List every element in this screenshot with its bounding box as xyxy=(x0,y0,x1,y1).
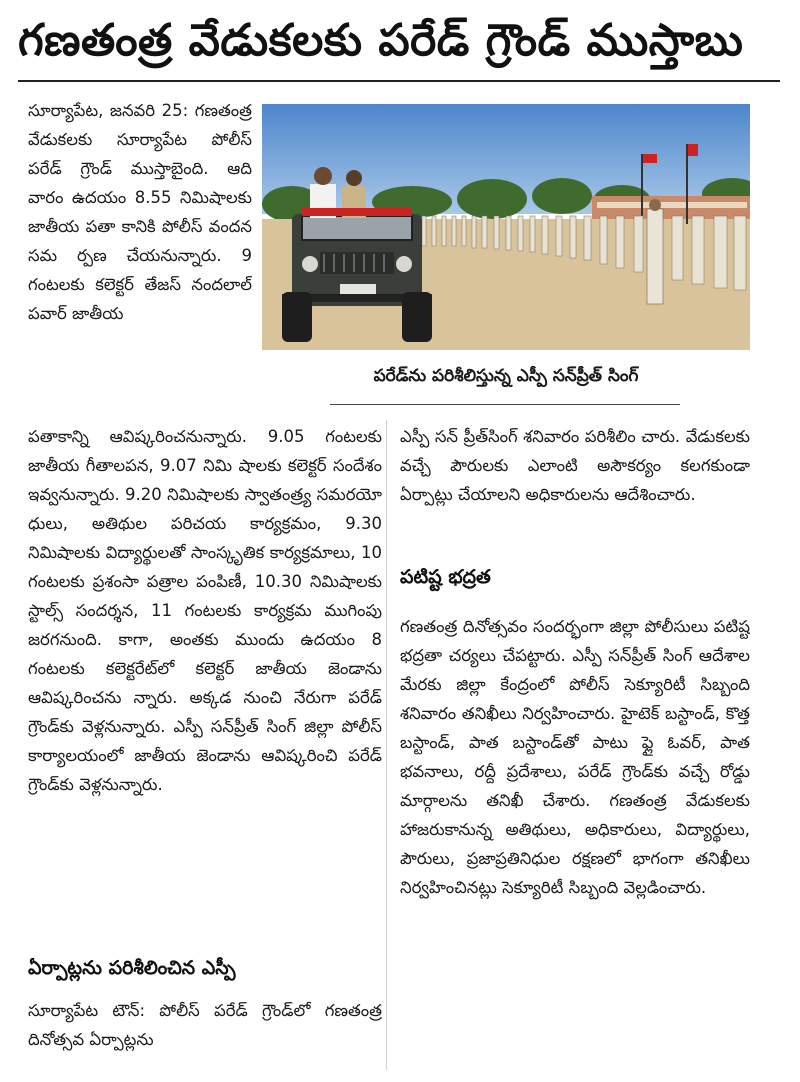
caption-rule xyxy=(330,404,680,405)
subheading-inspection: ఏర్పాట్లను పరిశీలించిన ఎస్పీ xyxy=(28,957,236,979)
parade-photo xyxy=(262,104,750,350)
headline-rule xyxy=(18,80,780,82)
column-divider xyxy=(386,420,387,1070)
security-paragraph: గణతంత్ర దినోత్సవం సందర్భంగా జిల్లా పోలీసులు పటిష్ట భద్రతా చర్యలు చేపట్టారు. ఎస్పీ సన్‌ప్రీత్ సింగ్ ఆదేశాల మేరకు జిల్లా కేంద్రంలో పోలీస్ సెక్యూరిటీ సిబ్బంది శనివారం తనిఖీలు నిర్వహించారు. హైటెక్ బస్టాండ్, కొత్త బస్టాండ్, పాత బస్టాండ్‌తో పాటు ఫ్లై ఓవర్, పాత భవనాలు, రద్దీ ప్రదేశాలు, పరేడ్ గ్రౌండ్‌కు వచ్చే రోడ్డు మార్గాలను తనిఖీ చేశారు. గణతంత్ర వేడుకలకు హాజరుకానున్న అతిథులు, అధికారులు, విద్యార్థులు, పౌరులు, ప్రజాప్రతినిధుల రక్షణలో భాగంగా తనిఖీలు నిర్వహించినట్లు సెక్యూరిటీ సిబ్బంది వెల్లడించారు. xyxy=(400,617,750,897)
inspection-paragraph-start: సూర్యాపేట టౌన్: పోలీస్ పరేడ్ గ్రౌండ్‌లో గణతంత్ర దినోత్సవ ఏర్పాట్లను xyxy=(28,1001,382,1049)
headline: గణతంత్ర వేడుకలకు పరేడ్ గ్రౌండ్ ముస్తాబు xyxy=(18,15,744,66)
subheading-security: పటిష్ట భద్రత xyxy=(400,566,491,588)
lead-paragraph-top: సూర్యాపేట, జనవరి 25: గణతంత్ర వేడుకలకు సూర్యాపేట పోలీస్ పరేడ్ గ్రౌండ్ ముస్తాబైంది. ఆది వారం ఉదయం 8.55 నిమిషాలకు జాతీయ పతా కానికి పోలీస్ వందన సమ ర్పణ చేయనున్నారు. 9 గంటలకు కలెక్టర్ తేజస్ నందలాల్ పవార్ జాతీయ xyxy=(28,101,252,323)
inspection-paragraph-continued: ఎస్పీ సన్ ప్రీత్‌సింగ్ శనివారం పరిశీలిం చారు. వేడుకలకు వచ్చే పౌరులకు ఎలాంటి అసౌకర్యం కలగకుండా ఏర్పాట్లు చేయాలని అధికారులను ఆదేశించారు. xyxy=(400,427,750,504)
photo-caption: పరేడ్‌ను పరిశీలిస్తున్న ఎస్పీ సన్‌ప్రీత్ సింగ్ xyxy=(373,366,639,386)
lead-paragraph-bottom: పతాకాన్ని ఆవిష్కరించనున్నారు. 9.05 గంటలకు జాతీయ గీతాలపన, 9.07 నిమి షాలకు కలెక్టర్ సందేశం ఇవ్వనున్నారు. 9.20 నిమిషాలకు స్వాతంత్ర్య సమరయో ధులు, అతిథుల పరిచయ కార్యక్రమం, 9.30 నిమిషాలకు విద్యార్థులతో సాంస్కృతిక కార్యక్రమాలు, 10 గంటలకు ప్రశంసా పత్రాల పంపిణీ, 10.30 నిమిషాలకు స్టాల్స్ సందర్శన, 11 గంటలకు కార్యక్రమ ముగింపు జరగనుంది. కాగా, అంతకు ముందు ఉదయం 8 గంటలకు కలెక్టరేట్‌లో కలెక్టర్ జాతీయ జెండాను ఆవిష్కరించను న్నారు. అక్కడ నుంచి నేరుగా పరేడ్ గ్రౌండ్‌కు వెళ్లనున్నారు. ఎస్పీ సన్‌ప్రీత్ సింగ్ జిల్లా పోలీస్ కార్యాలయంలో జాతీయ జెండాను ఆవిష్కరించి పరేడ్ గ్రౌండ్‌కు వెళ్లనున్నారు. xyxy=(28,427,382,794)
